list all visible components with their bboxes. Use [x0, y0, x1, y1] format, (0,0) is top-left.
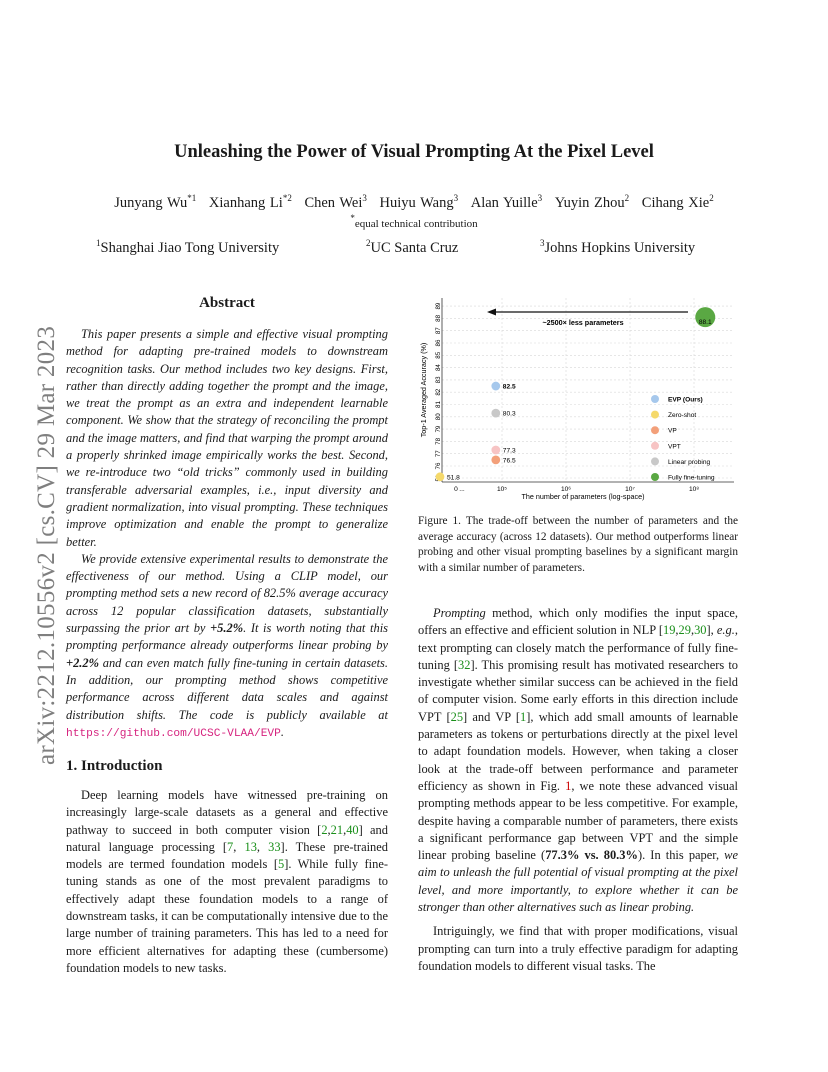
data-point [491, 382, 500, 391]
abstract-heading: Abstract [199, 295, 255, 311]
chart-annotation: ~2500× less parameters [542, 318, 624, 327]
data-label: 80.3 [502, 410, 516, 418]
data-point [491, 446, 500, 455]
x-tick-label: 10⁷ [625, 486, 635, 493]
affiliation: $^3$Johns Hopkins University [540, 238, 696, 256]
author: Cihang Xie$^2$ [641, 193, 714, 211]
y-tick-label: 81 [435, 401, 442, 408]
y-tick-label: 88 [435, 314, 442, 322]
y-tick-label: 77 [435, 450, 442, 458]
legend-swatch [651, 395, 659, 403]
citation-link[interactable]: 19 [662, 623, 676, 638]
y-axis-ticks [435, 302, 442, 481]
y-axis-label: Top-1 Averaged Accuracy (%) [419, 342, 428, 438]
equal-contribution-note: *equal technical contribution [350, 213, 478, 230]
legend-swatch [651, 426, 659, 434]
section-heading-introduction: 1. Introduction [66, 758, 163, 774]
citation-link[interactable]: 40 [346, 822, 359, 837]
author: Chen Wei$^3$ [304, 193, 367, 211]
data-label: 51.8 [447, 474, 460, 482]
data-point [491, 455, 500, 464]
citation-link[interactable]: 5 [277, 857, 285, 872]
y-tick-label: 85 [435, 351, 442, 359]
y-tick-label: 89 [435, 302, 442, 310]
affiliation: $^2$UC Santa Cruz [366, 238, 459, 256]
figure-link[interactable]: 1 [565, 778, 572, 793]
body-paragraph: Intriguingly, we find that with proper modifications, visual prompting can turn into a truly effective paradigm for adapting foundation models to different visual tasks. The [418, 924, 738, 973]
author: Xianhang Li$^{*2}$ [208, 193, 292, 211]
abstract-paragraph: We provide extensive experimental results to demonstrate the effectiveness of our method. Using a CLIP model, our prompting method sets a new record of 82.5% average accuracy across 12 popular classification datasets, substantially surpassing the prior art by +5.2%. It is worth noting that this prompting performance already outperforms linear probing by +2.2% and can even match fully fine-tuning in certain datasets. In addition, our prompting method shows competitive performance across different data scales and against distribution shifts. The code is publicly available at https://github.com/UCSC-VLAA/EVP. [66, 551, 388, 740]
legend-entry: Fully fine-tuning [668, 474, 715, 482]
arxiv-identifier: arXiv:2212.10556v2 [cs.CV] 29 Mar 2023 [33, 325, 60, 765]
abstract-paragraph: This paper presents a simple and effective visual prompting method for adapting pre-trained models to downstream recognition tasks. Our method includes two key designs. First, rather than directly adding together the prompt and the image, we treat the prompt as an extra and independent learnable component. We show that the strategy of reconciling the prompt and the image matters, and find that warping the prompt around a properly shrinked image empirically works the best. Second, we re-introduce two “old tricks” commonly used in building transferable adversarial examples, i.e., input diversity and gradient normalization, into visual prompting. These techniques improve optimization and enable the prompt to generalize better. [66, 327, 388, 549]
figure-1-chart [418, 292, 738, 504]
data-label: 88.1 [698, 319, 712, 327]
x-tick-label: 10⁵ [496, 486, 508, 493]
y-tick-label: 84 [435, 364, 442, 372]
author: Junyang Wu$^{*1}$ [114, 193, 197, 211]
citation-link[interactable]: 1 [520, 709, 527, 724]
citation-link[interactable]: 21 [330, 822, 344, 837]
data-label: 82.5 [502, 383, 516, 391]
legend-entry: VP [668, 427, 677, 435]
parameter-arrow [487, 309, 688, 316]
y-tick-label: 83 [435, 376, 442, 384]
data-points [436, 307, 716, 481]
data-label: 76.5 [502, 457, 516, 465]
y-tick-label: 82 [435, 388, 442, 396]
y-tick-label: 87 [435, 327, 442, 335]
citation-link[interactable]: 13 [244, 839, 257, 854]
y-tick-label: 78 [435, 437, 442, 445]
intro-paragraph: Deep learning models have witnessed pre-training on increasingly large-scale datasets as a general and effective pathway to succeed in both computer vision [2,21,40] and natural language processing [7, 13, 33]. These pre-trained models are termed foundation models [5]. While fully fine-tuning stands as one of the most prevalent paradigms to effectively adapt these foundation models to a range of downstream tasks, it can be computationally intensive due to the large number of training parameters. This has led to a need for more efficient alternatives for adapting these (cumbersome) foundation models to new tasks. [66, 788, 389, 975]
citation-link[interactable]: 29 [678, 623, 691, 638]
legend-swatch [651, 457, 659, 465]
y-tick-label: 76 [435, 462, 442, 470]
data-point [436, 472, 445, 481]
author: Alan Yuille$^3$ [470, 193, 543, 211]
author: Huiyu Wang$^3$ [379, 193, 459, 211]
legend-entry: VPT [668, 443, 681, 451]
x-tick-label: 10⁶ [560, 486, 572, 493]
legend-entry: Linear probing [668, 458, 711, 466]
x-tick-label: 10⁸ [688, 486, 700, 493]
citation-link[interactable]: 33 [268, 839, 281, 854]
body-paragraph: Prompting method, which only modifies the input space, offers an effective and efficient solution in NLP [19,29,30], e.g., text prompting can closely match the performance of fully fine-tuning [32]. This promising result has motivated researchers to investigate whether similar success can be achieved in the field of computer vision. Some early efforts in this direction include VPT [25] and VP [1], which add small amounts of learnable parameters as tokens or perturbations directly at the pixel level to adapt foundation models. However, when taking a closer look at the trade-off between performance and parameter efficiency as shown in Fig. 1, we note these advanced visual prompting methods appear to be less competitive. For example, despite having a comparable number of parameters, there exists a significant performance gap between VPT and the simple linear probing baseline (77.3% vs. 80.3%). In this paper, we aim to unleash the full potential of visual prompting at the pixel level, and more importantly, to explore whether it can be stronger than other alternatives such as linear probing. [418, 606, 739, 915]
x-tick-label: 0 [454, 486, 458, 493]
legend-swatch [651, 442, 659, 450]
y-tick-label: 79 [435, 425, 442, 433]
y-tick-label: 80 [435, 413, 442, 421]
citation-link[interactable]: 7 [227, 839, 234, 854]
paper-title: Unleashing the Power of Visual Prompting At the Pixel Level [174, 142, 654, 162]
citation-link[interactable]: 2 [321, 822, 328, 837]
author: Yuyin Zhou$^2$ [554, 193, 630, 211]
introduction-body [66, 787, 388, 977]
y-tick-label: 86 [435, 339, 442, 347]
code-link[interactable]: https://github.com/UCSC-VLAA/EVP [66, 727, 281, 740]
legend-entry: EVP (Ours) [668, 396, 703, 404]
legend-entry: Zero-shot [668, 412, 697, 420]
legend-swatch [651, 411, 659, 419]
x-tick-label: ... [459, 486, 465, 493]
author-list [0, 195, 828, 212]
data-point [491, 409, 500, 418]
chart-legend [651, 395, 715, 482]
right-column-body [418, 605, 738, 975]
affiliation: $^1$Shanghai Jiao Tong University [96, 238, 280, 256]
citation-link[interactable]: 25 [450, 709, 464, 724]
citation-link[interactable]: 32 [458, 657, 471, 672]
data-label: 77.3 [502, 447, 516, 455]
abstract-body [66, 326, 388, 743]
legend-swatch [651, 473, 659, 481]
figure-caption: Figure 1. The trade-off between the number of parameters and the average accuracy (across 12 datasets). Our method outperforms linear probing and other visual prompting baselines by a significant margin with a similar number of parameters. [418, 515, 738, 574]
x-axis-label: The number of parameters (log-space) [521, 492, 645, 501]
citation-link[interactable]: 30 [694, 623, 707, 638]
